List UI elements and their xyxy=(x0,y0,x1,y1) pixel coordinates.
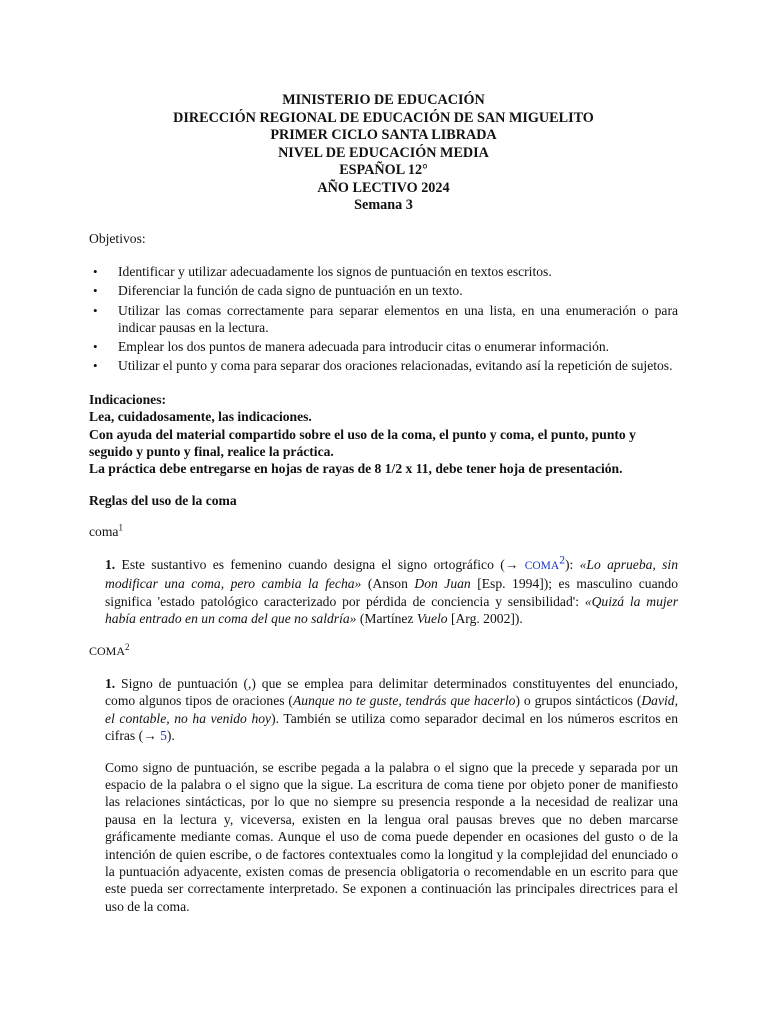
term-word: COMA xyxy=(89,644,126,659)
dictionary-term xyxy=(89,524,678,541)
cross-reference-superscript[interactable]: 2 xyxy=(559,554,565,567)
header-cycle: PRIMER CICLO SANTA LIBRADA xyxy=(270,127,497,143)
objective-text: Emplear los dos puntos de manera adecuada para introducir citas o enumerar información. xyxy=(118,339,610,355)
header-subject: ESPAÑOL 12° xyxy=(339,162,428,178)
example-sentence: Aunque no te guste, tendrás que hacerlo xyxy=(292,693,516,709)
dictionary-entry xyxy=(89,675,678,745)
bullet-icon: • xyxy=(93,283,98,299)
entry-text: ). También se utiliza como separador decimal en los números escritos en cifras (→ xyxy=(105,710,678,744)
term-word: coma xyxy=(89,524,119,540)
cross-reference-link[interactable]: COMA xyxy=(524,559,560,572)
header-level: NIVEL DE EDUCACIÓN MEDIA xyxy=(278,144,489,161)
explanatory-paragraph: Como signo de puntuación, se escribe pegada a la palabra o el signo que la precede y separada por un espacio de la palabra o el signo que la sigue. La escritura de coma tiene por objeto poner de manifiesto las relaciones sintácticas, por lo que no siempre su presencia responde a la necesidad de realizar una pausa en la lectura y, viceversa, existen en la lengua oral pausas breves que no deben marcarse gráficamente mediante comas. Aunque el uso de coma puede depender en ocasiones del gusto o de la intención de quien escribe, o de factores contextuales como la longitud y la complejidad del enunciado o la puntuación adyacente, existen comas de presencia obligatoria o recomendable en un escrito para que este pueda ser correctamente interpretado. Se exponen a continuación las principales directrices para el uso de la coma. xyxy=(105,759,678,914)
source-title: Don Juan xyxy=(414,576,471,592)
instructions-line: Con ayuda del material compartido sobre el uso de la coma, el punto y coma, el punto, punto y seguido y punto y final, realice la práctica. xyxy=(89,426,636,459)
entry-text: [Esp. 1994]); es masculino cuando significa 'estado patológico caracterizado por pérdida de conciencia y sensibilidad': xyxy=(105,576,679,609)
list-item xyxy=(93,357,678,374)
entry-number: 1. xyxy=(105,675,116,691)
header-regional-direction: DIRECCIÓN REGIONAL DE EDUCACIÓN DE SAN MIGUELITO xyxy=(173,109,594,126)
bullet-icon: • xyxy=(93,358,98,374)
objective-text: Diferenciar la función de cada signo de puntuación en un texto. xyxy=(118,283,463,299)
entry-text: (Anson xyxy=(361,576,415,592)
entry-text: ): xyxy=(564,556,580,572)
list-item xyxy=(93,263,678,280)
objectives-list xyxy=(89,263,678,375)
dictionary-term xyxy=(89,643,678,660)
example-sentence: David, el contable, no ha venido hoy xyxy=(105,693,678,726)
instructions-line: Lea, cuidadosamente, las indicaciones. xyxy=(89,409,312,425)
list-item xyxy=(93,282,678,299)
instructions-block xyxy=(89,391,678,478)
bullet-icon: • xyxy=(93,264,98,279)
example-quote: «Lo aprueba, sin modificar una coma, pero cambia la fecha» xyxy=(105,556,679,592)
objective-text: Utilizar el punto y coma para separar dos oraciones relacionadas, evitando así la repetición de sujetos. xyxy=(118,358,673,374)
entry-text: Signo de puntuación (,) que se emplea para delimitar determinados constituyentes del enunciado, como algunos tipos de oraciones ( xyxy=(105,675,678,709)
document-page xyxy=(89,92,678,915)
entry-text: [Arg. 2002]). xyxy=(447,611,523,627)
objective-text: Identificar y utilizar adecuadamente los signos de puntuación en textos escritos. xyxy=(118,264,552,279)
term-superscript: 1 xyxy=(118,522,123,533)
term-superscript: 2 xyxy=(125,642,130,653)
header-school-year: AÑO LECTIVO 2024 xyxy=(317,179,450,196)
source-title: Vuelo xyxy=(416,611,448,627)
list-item xyxy=(93,302,678,337)
dictionary-entry xyxy=(89,556,678,628)
document-header xyxy=(89,92,678,215)
instructions-title: Indicaciones: xyxy=(89,391,167,407)
header-week: Semana 3 xyxy=(354,197,413,213)
bullet-icon: • xyxy=(93,339,98,355)
bullet-icon: • xyxy=(93,302,98,318)
entry-text: (Martínez xyxy=(356,611,417,627)
section-title: Reglas del uso de la coma xyxy=(89,492,237,508)
header-ministry: MINISTERIO DE EDUCACIÓN xyxy=(282,92,485,108)
entry-text: ). xyxy=(166,728,175,744)
entry-text: ) o grupos sintácticos ( xyxy=(515,693,642,709)
cross-reference-link[interactable]: 5 xyxy=(160,728,167,744)
list-item xyxy=(93,338,678,355)
instructions-line: La práctica debe entregarse en hojas de rayas de 8 1/2 x 11, debe tener hoja de presentación. xyxy=(89,461,623,477)
entry-number: 1. xyxy=(105,556,116,572)
objective-text: Utilizar las comas correctamente para separar elementos en una lista, en una enumeración o para indicar pausas en la lectura. xyxy=(118,302,678,335)
objectives-label: Objetivos: xyxy=(89,230,146,246)
example-quote: «Quizá la mujer había entrado en un coma del que no saldría» xyxy=(105,593,678,627)
entry-text: Este sustantivo es femenino cuando designa el signo ortográfico (→ xyxy=(115,556,525,572)
